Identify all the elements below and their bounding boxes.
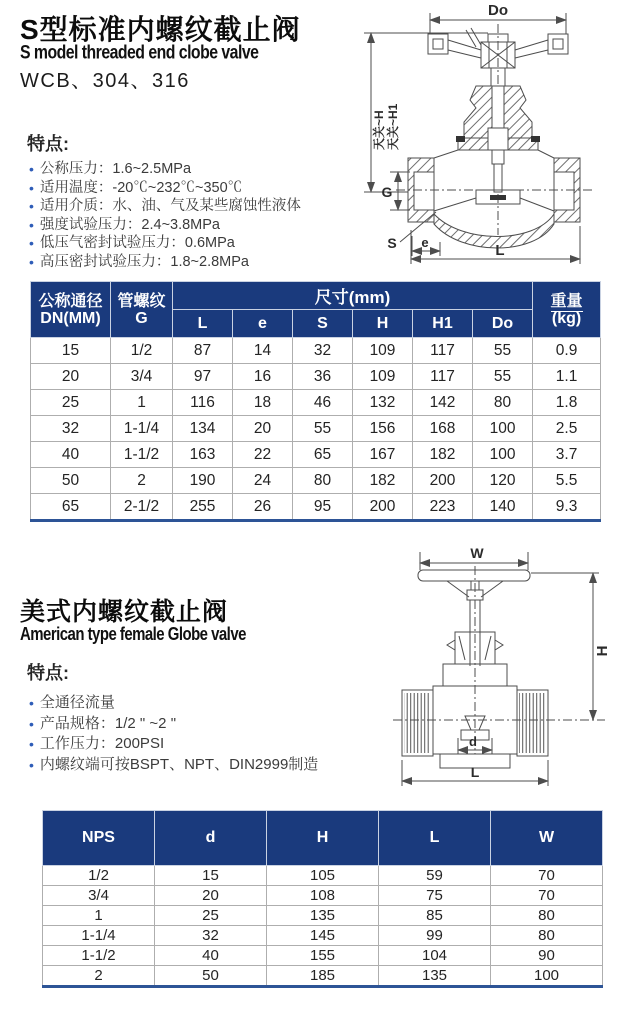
table-cell: 55 — [293, 416, 353, 442]
table-cell: 70 — [491, 886, 603, 906]
table-cell: 50 — [31, 468, 111, 494]
dim-label-h: H — [594, 645, 611, 657]
table-cell: 36 — [293, 364, 353, 390]
col-header-W: W — [491, 811, 603, 866]
table-cell: 185 — [267, 966, 379, 987]
feature-item — [27, 755, 402, 776]
feature-text: 低压气密封试验压力：0.6MPa — [39, 235, 235, 251]
table-cell: 200 — [413, 468, 473, 494]
table-cell: 20 — [31, 364, 111, 390]
dim-label-do: Do — [488, 2, 508, 19]
table-cell: 1-1/2 — [111, 442, 173, 468]
feature-item — [27, 216, 372, 235]
col-header-Do: Do — [473, 310, 533, 338]
section1-title-zh: S型标准内螺纹截止阀 — [20, 14, 301, 45]
col-header-H: H — [267, 811, 379, 866]
table-row — [31, 364, 601, 390]
table-cell: 104 — [379, 946, 491, 966]
col-header-e: e — [233, 310, 293, 338]
col-header-dn — [31, 282, 111, 338]
col-header-L: L — [173, 310, 233, 338]
header-text: 公称通径 — [38, 292, 103, 310]
table-cell: 200 — [353, 494, 413, 521]
bullet-icon: • — [29, 179, 34, 196]
table-cell: 2.5 — [533, 416, 601, 442]
table-cell: 87 — [173, 338, 233, 364]
bullet-icon: • — [29, 756, 34, 773]
table-cell: 109 — [353, 338, 413, 364]
table-cell: 190 — [173, 468, 233, 494]
feature-text: 工作压力：200PSI — [39, 735, 165, 752]
table-cell: 70 — [491, 866, 603, 886]
col-header-thread — [111, 282, 173, 338]
american-valve-diagram — [385, 548, 615, 793]
table-cell: 75 — [379, 886, 491, 906]
table-cell: 1.1 — [533, 364, 601, 390]
header-text: 管螺纹 — [117, 292, 166, 310]
table-row — [31, 494, 601, 521]
bullet-icon: • — [29, 216, 34, 233]
feature-text: 适用介质：水、油、气及某些腐蚀性液体 — [39, 198, 301, 214]
table-cell: 99 — [379, 926, 491, 946]
bullet-icon: • — [29, 695, 34, 711]
table-cell: 168 — [413, 416, 473, 442]
table-cell: 25 — [155, 906, 267, 926]
feature-item — [27, 234, 372, 253]
table-row — [43, 886, 603, 906]
dim-label-s: S — [387, 235, 397, 251]
features-heading: 特点: — [27, 134, 69, 154]
table-cell: 26 — [233, 494, 293, 521]
table-cell: 132 — [353, 390, 413, 416]
table-cell: 105 — [267, 866, 379, 886]
table-cell: 40 — [155, 946, 267, 966]
table-cell: 20 — [155, 886, 267, 906]
table-cell: 134 — [173, 416, 233, 442]
feature-item — [27, 714, 402, 735]
table-body — [31, 338, 601, 521]
dim-label-h: 天关~H — [372, 110, 386, 150]
table-cell: 1-1/4 — [43, 926, 155, 946]
table-row — [31, 416, 601, 442]
table-cell: 2 — [43, 966, 155, 987]
table-cell: 1 — [111, 390, 173, 416]
table-cell: 50 — [155, 966, 267, 987]
bullet-icon: • — [29, 161, 34, 177]
table-cell: 142 — [413, 390, 473, 416]
section2-features — [27, 659, 402, 775]
table-cell: 65 — [293, 442, 353, 468]
table-cell: 90 — [491, 946, 603, 966]
feature-text: 公称压力：1.6~2.5MPa — [39, 161, 192, 177]
table-cell: 3.7 — [533, 442, 601, 468]
table-cell: 2 — [111, 468, 173, 494]
table-cell: 85 — [379, 906, 491, 926]
table-row — [43, 926, 603, 946]
dim-label-w: W — [470, 548, 484, 561]
dim-label-g: G — [381, 184, 393, 200]
s-model-valve-diagram — [350, 0, 628, 268]
feature-item — [27, 734, 402, 755]
table-cell: 80 — [491, 926, 603, 946]
feature-text: 适用温度：-20℃~232℃~350℃ — [39, 179, 243, 196]
features-heading: 特点: — [27, 663, 69, 683]
table-cell: 32 — [155, 926, 267, 946]
table-cell: 97 — [173, 364, 233, 390]
table-cell: 140 — [473, 494, 533, 521]
dim-label-e: e — [421, 235, 429, 250]
feature-text: 产品规格：1/2 " ~2 " — [39, 714, 177, 732]
table-cell: 46 — [293, 390, 353, 416]
feature-text: 内螺纹端可按BSPT、NPT、DIN2999制造 — [39, 755, 319, 773]
table-cell: 2-1/2 — [111, 494, 173, 521]
col-header-H: H — [353, 310, 413, 338]
table-cell: 117 — [413, 364, 473, 390]
section1-features — [27, 130, 372, 271]
table-cell: 16 — [233, 364, 293, 390]
bullet-icon: • — [29, 253, 34, 270]
header-text: (kg) — [551, 309, 582, 327]
table-cell: 167 — [353, 442, 413, 468]
bullet-icon: • — [29, 235, 34, 251]
table-row — [31, 338, 601, 364]
section1-title-en: S model threaded end clobe valve — [20, 41, 259, 63]
section1-materials: WCB、304、316 — [20, 70, 190, 92]
dim-label-l: L — [495, 242, 505, 259]
table-cell: 117 — [413, 338, 473, 364]
table-cell: 14 — [233, 338, 293, 364]
col-header-dimensions: 尺寸(mm) — [173, 282, 533, 310]
table-cell: 32 — [31, 416, 111, 442]
table-cell: 3/4 — [111, 364, 173, 390]
table-cell: 59 — [379, 866, 491, 886]
table-cell: 1/2 — [111, 338, 173, 364]
col-header-L: L — [379, 811, 491, 866]
table-cell: 255 — [173, 494, 233, 521]
table-row — [31, 442, 601, 468]
table-cell: 100 — [473, 442, 533, 468]
table-cell: 80 — [473, 390, 533, 416]
table-body — [43, 866, 603, 987]
table-cell: 95 — [293, 494, 353, 521]
table-cell: 109 — [353, 364, 413, 390]
feature-text: 强度试验压力：2.4~3.8MPa — [39, 216, 221, 233]
table-row — [43, 866, 603, 886]
table-cell: 182 — [353, 468, 413, 494]
table-cell: 108 — [267, 886, 379, 906]
header-text: 重量 — [550, 292, 583, 310]
table-cell: 0.9 — [533, 338, 601, 364]
table-cell: 116 — [173, 390, 233, 416]
table-cell: 40 — [31, 442, 111, 468]
feature-text: 高压密封试验压力：1.8~2.8MPa — [39, 253, 250, 270]
bullet-icon: • — [29, 736, 34, 752]
table-cell: 1-1/2 — [43, 946, 155, 966]
table-cell: 20 — [233, 416, 293, 442]
feature-item — [27, 253, 372, 272]
table-cell: 22 — [233, 442, 293, 468]
feature-item — [27, 160, 372, 179]
table-cell: 25 — [31, 390, 111, 416]
col-header-d: d — [155, 811, 267, 866]
table-cell: 135 — [379, 966, 491, 987]
table-cell: 163 — [173, 442, 233, 468]
table-cell: 156 — [353, 416, 413, 442]
bullet-icon: • — [29, 715, 34, 732]
header-text: DN(MM) — [40, 309, 101, 327]
table-cell: 120 — [473, 468, 533, 494]
table-cell: 1/2 — [43, 866, 155, 886]
table-cell: 80 — [491, 906, 603, 926]
table-cell: 155 — [267, 946, 379, 966]
table-cell: 15 — [155, 866, 267, 886]
table-row — [43, 906, 603, 926]
table-cell: 5.5 — [533, 468, 601, 494]
table-cell: 100 — [491, 966, 603, 987]
table-cell: 182 — [413, 442, 473, 468]
table-cell: 145 — [267, 926, 379, 946]
section2-title-zh: 美式内螺纹截止阀 — [20, 598, 229, 626]
dim-label-d: d — [469, 734, 477, 749]
table-cell: 80 — [293, 468, 353, 494]
s-model-spec-table — [30, 281, 601, 522]
features-list — [27, 693, 402, 775]
table-cell: 1-1/4 — [111, 416, 173, 442]
american-spec-table — [42, 810, 603, 988]
feature-item — [27, 179, 372, 198]
table-cell: 55 — [473, 338, 533, 364]
table-cell: 55 — [473, 364, 533, 390]
table-cell: 3/4 — [43, 886, 155, 906]
table-row — [31, 468, 601, 494]
col-header-S: S — [293, 310, 353, 338]
table-cell: 1.8 — [533, 390, 601, 416]
section2-title-en: American type female Globe valve — [20, 624, 246, 645]
table-cell: 32 — [293, 338, 353, 364]
table-cell: 24 — [233, 468, 293, 494]
feature-item — [27, 693, 402, 714]
dim-label-h1: 天关~H1 — [386, 103, 400, 150]
bullet-icon: • — [29, 198, 34, 214]
features-list — [27, 160, 372, 271]
table-cell: 135 — [267, 906, 379, 926]
col-header-H1: H1 — [413, 310, 473, 338]
table-cell: 100 — [473, 416, 533, 442]
header-text: G — [135, 309, 148, 327]
table-cell: 223 — [413, 494, 473, 521]
table-cell: 65 — [31, 494, 111, 521]
table-cell: 9.3 — [533, 494, 601, 521]
table-cell: 1 — [43, 906, 155, 926]
feature-item — [27, 197, 372, 216]
table-cell: 15 — [31, 338, 111, 364]
dim-label-l: L — [470, 764, 480, 780]
col-header-nps: NPS — [43, 811, 155, 866]
table-row — [31, 390, 601, 416]
col-header-weight — [533, 282, 601, 338]
feature-text: 全通径流量 — [39, 694, 115, 711]
table-row — [43, 966, 603, 987]
table-cell: 18 — [233, 390, 293, 416]
table-row — [43, 946, 603, 966]
